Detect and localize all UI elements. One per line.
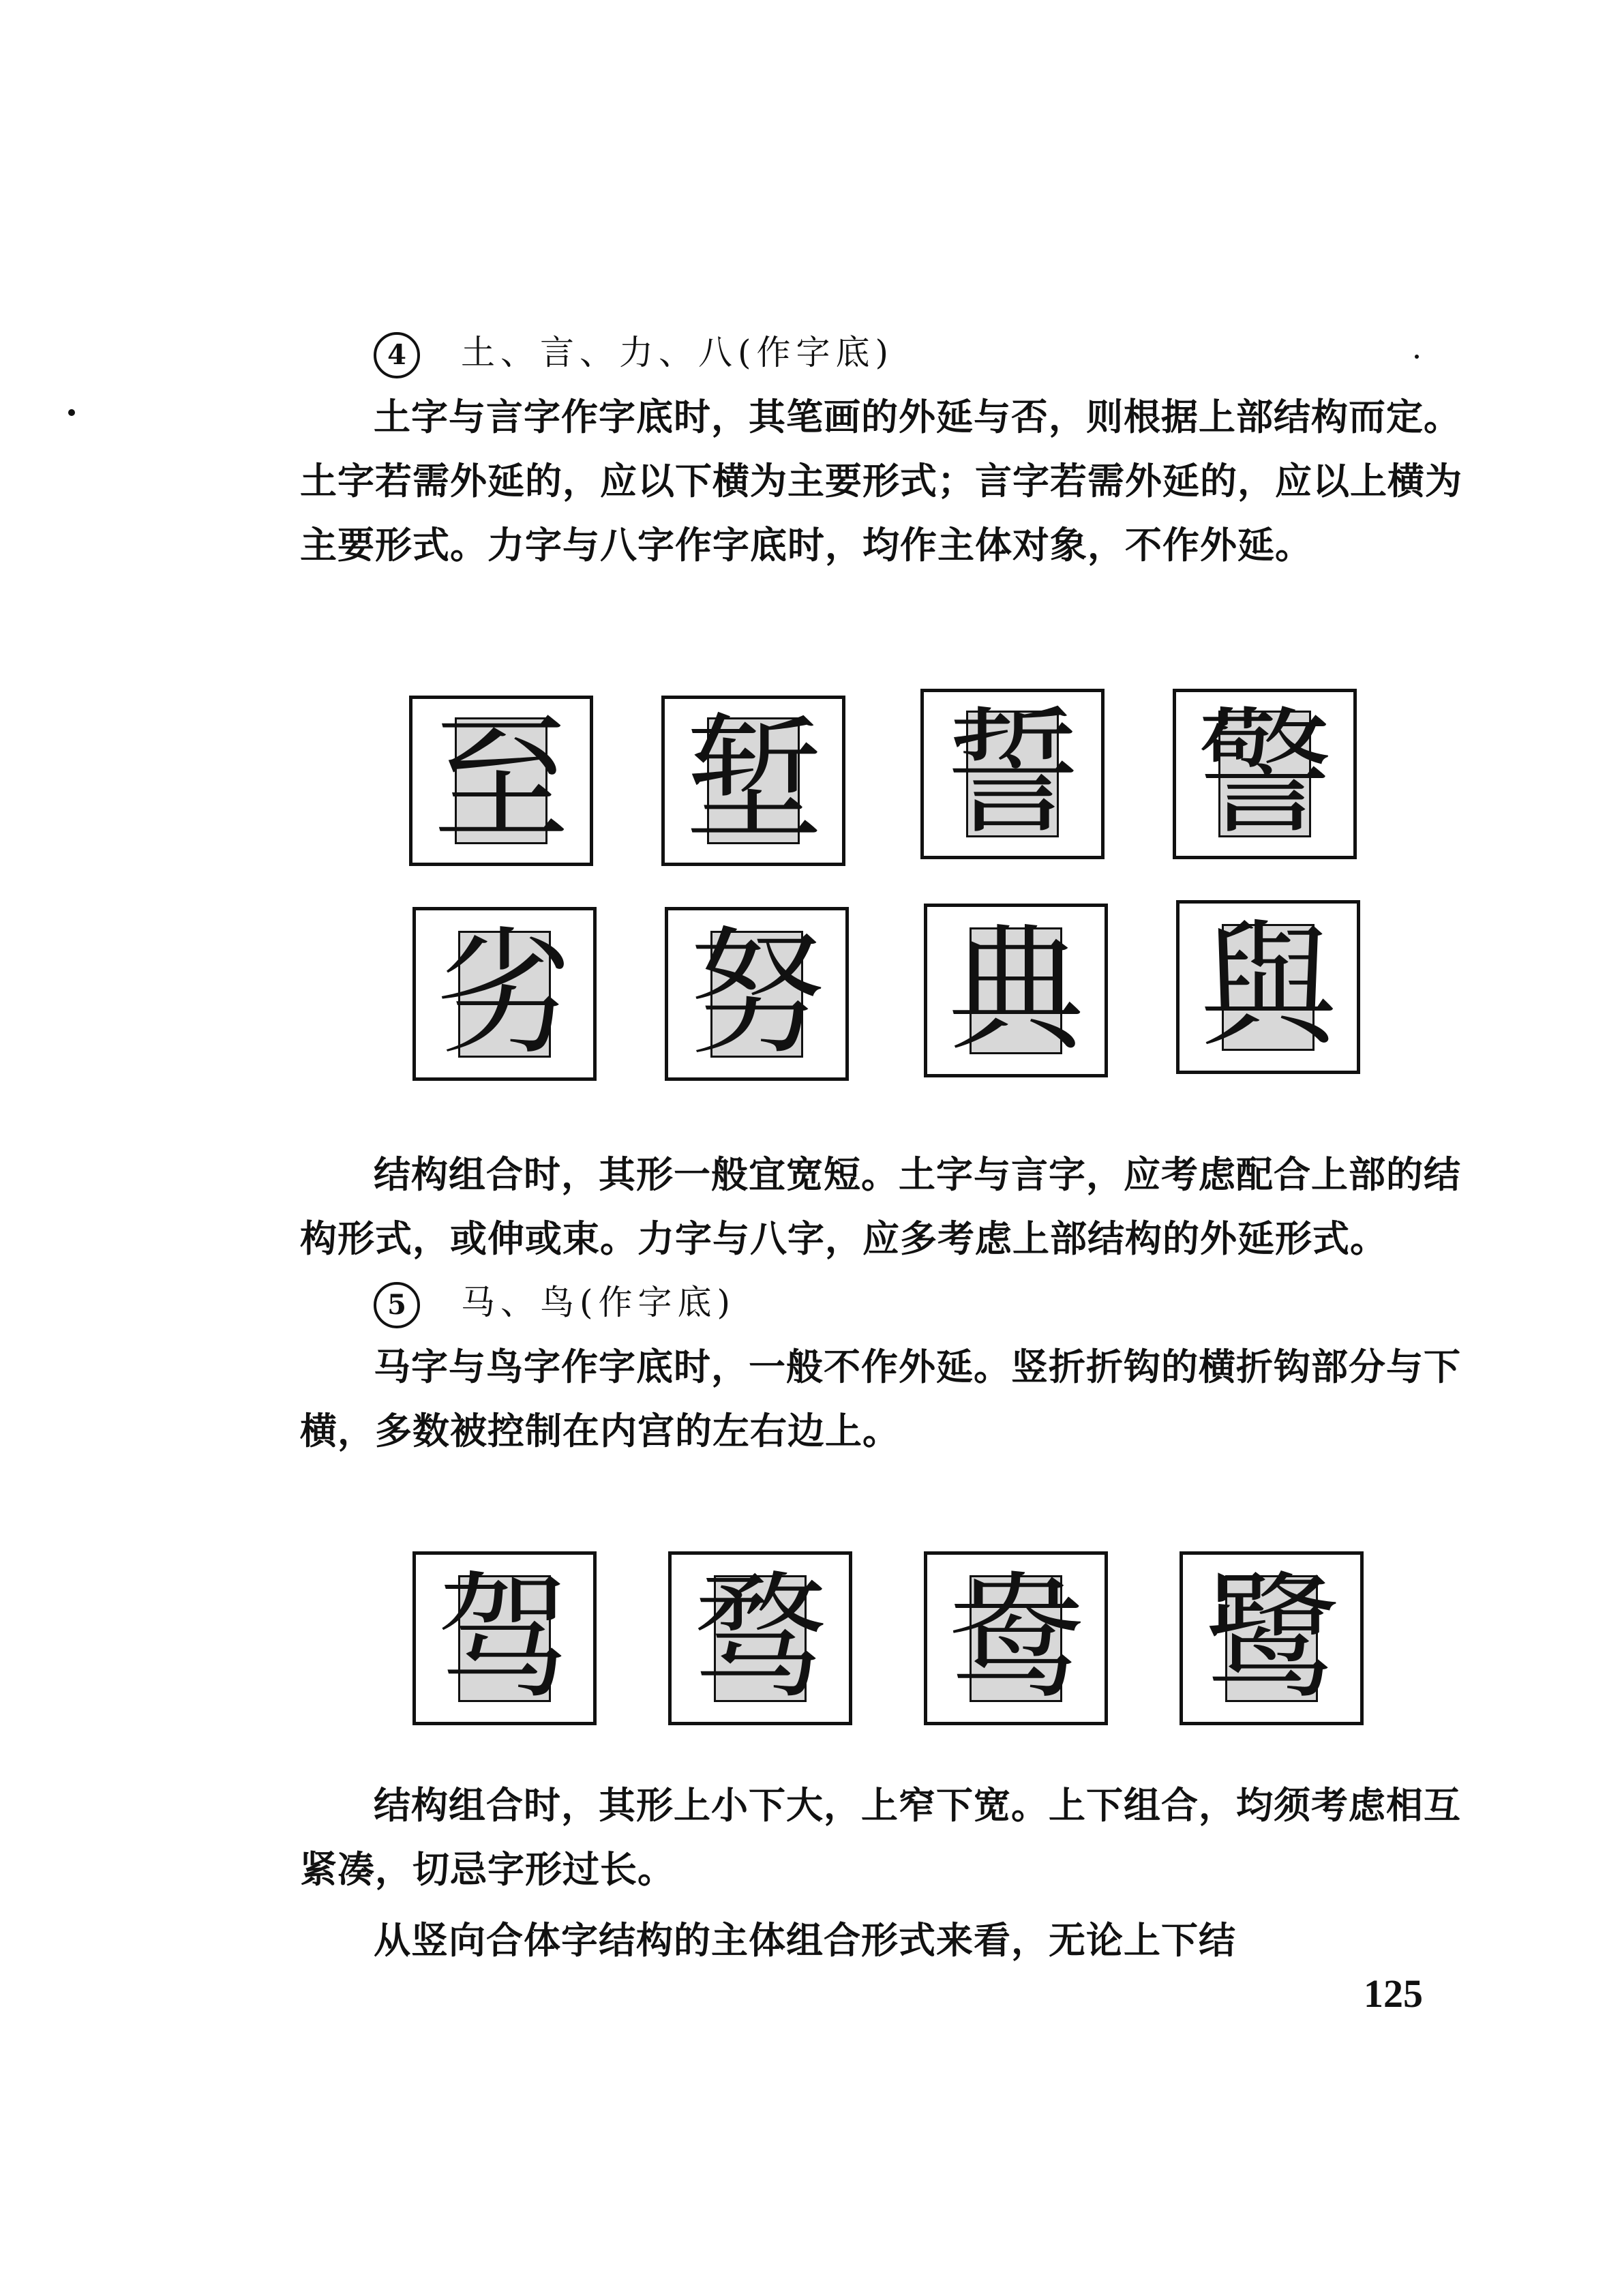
section5-paragraph: 马字与鸟字作字底时，一般不作外延。竖折折钩的横折钩部分与下横，多数被控制在内宫的左右边上。 [300,1345,1461,1452]
glyph-char: 鹭 [1203,1558,1340,1718]
section4-paragraph: 土字与言字作字底时，其笔画的外延与否，则根据上部结构而定。土字若需外延的，应以下横为主要形式；言字若需外延的，应以上横为主要形式。力字与八字作字底时，均作主体对象，不作外延。 [300,395,1462,567]
glyph-inner-frame [436,914,573,1073]
glyph-inner-frame [685,701,822,860]
glyph-box [412,1551,597,1725]
glyph-box [1173,689,1357,859]
stray-dot-left [68,409,75,416]
glyph-char: 至 [433,701,570,860]
glyph-box [409,696,593,866]
glyph-box [665,907,849,1081]
glyph-inner-frame [436,1558,573,1718]
closing-line: 从竖向合体字结构的主体组合形式来看，无论上下结 [374,1918,1236,1962]
glyph-inner-frame [944,694,1081,853]
glyph-box [920,689,1105,859]
glyph-char: 劣 [436,914,573,1073]
glyph-char: 驾 [436,1558,573,1718]
glyph-inner-frame [433,701,570,860]
page-number: 125 [1364,1971,1423,2016]
glyph-char: 誓 [944,694,1081,853]
glyph-box [1176,900,1360,1074]
section5-heading-text: 马、鸟(作字底) [461,1283,736,1322]
glyph-char: 堑 [685,701,822,860]
section4-heading-text: 土、言、力、八(作字底) [461,333,895,372]
glyph-box [924,1551,1108,1725]
glyph-box [1180,1551,1364,1725]
section4-heading [300,320,1473,385]
glyph-char: 鸯 [948,1558,1085,1718]
glyph-box [412,907,597,1081]
section5-heading [300,1270,1473,1335]
glyph-char: 與 [1200,907,1337,1067]
section4-summary: 结构组合时，其形一般宜宽短。土字与言字，应考虑配合上部的结构形式，或伸或束。力字与八字，应多考虑上部结构的外延形式。 [300,1152,1461,1260]
glyph-char: 警 [1197,694,1334,853]
glyph-inner-frame [948,910,1085,1070]
glyph-inner-frame [1203,1558,1340,1718]
glyph-inner-frame [1200,907,1337,1067]
glyph-inner-frame [948,1558,1085,1718]
section5-marker: 5 [374,1282,420,1328]
glyph-char: 骛 [692,1558,829,1718]
glyph-inner-frame [689,914,826,1073]
glyph-inner-frame [692,1558,829,1718]
section5-summary: 结构组合时，其形上小下大，上窄下宽。上下组合，均须考虑相互紧凑，切忌字形过长。 [300,1783,1461,1891]
section4-marker: 4 [374,332,420,378]
glyph-char: 典 [948,910,1085,1070]
glyph-inner-frame [1197,694,1334,853]
section5-text [300,1142,1473,1463]
glyph-char: 努 [689,914,826,1073]
glyph-box [668,1551,852,1725]
closing-text [300,1773,1473,1972]
glyph-box [924,904,1108,1077]
glyph-box [661,696,845,866]
section4-text [300,320,1473,577]
